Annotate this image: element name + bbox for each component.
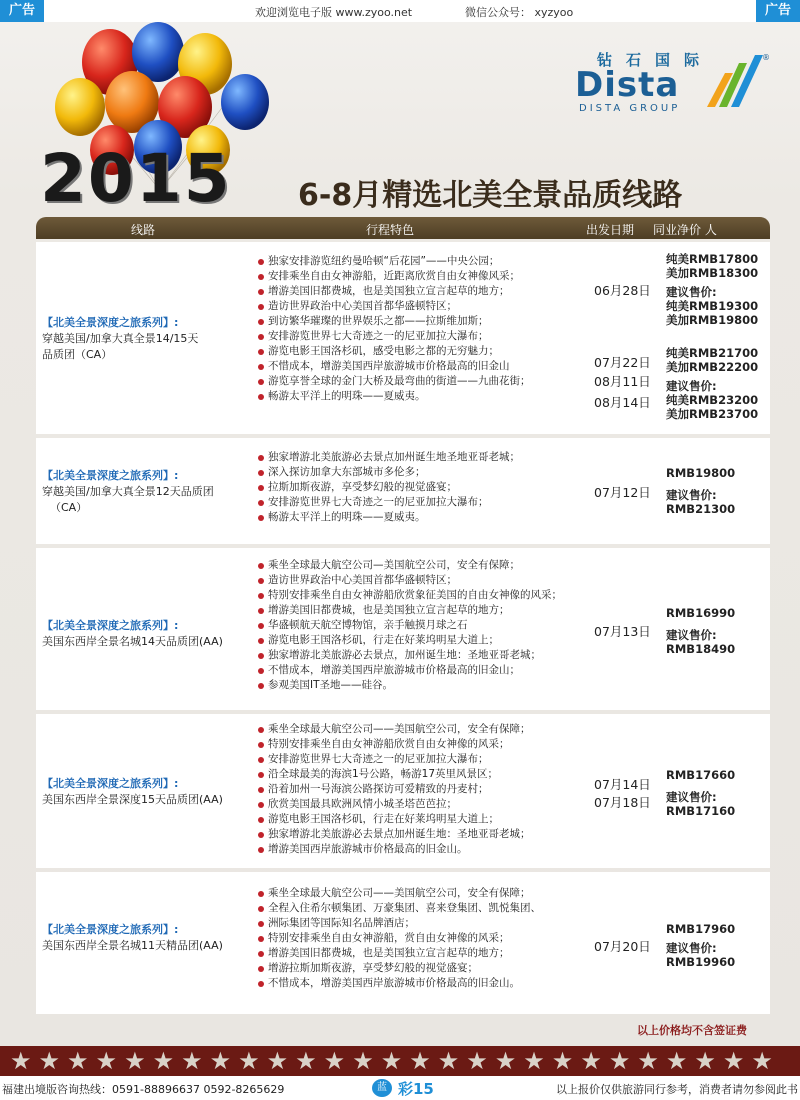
page-number: 彩15 bbox=[398, 1080, 434, 1098]
logo-cn: 钻石国际 bbox=[597, 51, 714, 69]
price-line: RMB21300 bbox=[666, 502, 736, 516]
route-title bbox=[42, 315, 198, 363]
feature-item: 拉斯加斯夜游，享受梦幻般的视觉盛宴； bbox=[258, 480, 520, 495]
price-line: 纯美RMB19300 bbox=[666, 299, 759, 313]
col-price: 同业净价 人 bbox=[653, 223, 717, 237]
series-label: 【北美全景深度之旅系列】: bbox=[42, 316, 179, 329]
departure-date: 07月13日 bbox=[594, 624, 651, 639]
feature-item: 安排游览世界七大奇迹之一的尼亚加拉大瀑布； bbox=[258, 495, 520, 510]
route-title bbox=[42, 922, 223, 954]
page-badge-dot: 蓝 bbox=[372, 1079, 392, 1097]
series-label: 【北美全景深度之旅系列】: bbox=[42, 777, 179, 790]
route-section bbox=[36, 714, 770, 868]
price-line: 建议售价: bbox=[666, 790, 717, 804]
feature-item: 独家增游北美旅游必去景点，加州诞生地：圣地亚哥老城； bbox=[258, 648, 562, 663]
departure-date: 08月14日 bbox=[594, 395, 651, 410]
price-block bbox=[666, 466, 735, 516]
feature-item: 乘坐全球最大航空公司——美国航空公司，安全有保障； bbox=[258, 886, 541, 901]
departure-date: 06月28日 bbox=[594, 283, 651, 298]
series-label: 【北美全景深度之旅系列】: bbox=[42, 469, 179, 482]
price-block bbox=[666, 922, 735, 969]
feature-item: 畅游太平洋上的明珠——夏威夷。 bbox=[258, 510, 520, 525]
feature-item: 华盛顿航天航空博物馆，亲手触摸月球之石 bbox=[258, 618, 562, 633]
disclaimer-text: 以上报价仅供旅游同行参考，消费者请勿参阅此书 bbox=[556, 1083, 798, 1096]
feature-item: 增游美国旧都费城，也是美国独立宣言起草的地方； bbox=[258, 603, 562, 618]
feature-item: 特别安排乘坐自由女神游船欣赏象征美国的自由女神像的风采； bbox=[258, 588, 562, 603]
feature-item: 洲际集团等国际知名品牌酒店； bbox=[258, 916, 541, 931]
title-headline: 6-8月精选北美全景品质线路 bbox=[298, 178, 683, 213]
route-name-line: 美国东西岸全景名城14天品质团(AA) bbox=[42, 635, 223, 648]
star-band: ★★★★★★★★★★★★★★★★★★★★★★★★★★★ bbox=[0, 1046, 800, 1076]
balloon bbox=[55, 78, 105, 136]
series-label: 【北美全景深度之旅系列】: bbox=[42, 619, 179, 632]
dista-logo bbox=[575, 45, 775, 120]
feature-list bbox=[258, 450, 520, 525]
route-title bbox=[42, 776, 223, 808]
hotline-text: 福建出境版咨询热线：0591-88896637 0592-8265629 bbox=[2, 1083, 285, 1096]
route-name-line: 美国东西岸全景名城11天精品团(AA) bbox=[42, 939, 223, 952]
departure-date: 08月11日 bbox=[594, 374, 651, 389]
departure-date: 07月14日 bbox=[594, 777, 651, 792]
feature-item: 不惜成本，增游美国西岸旅游城市价格最高的旧金山； bbox=[258, 663, 562, 678]
route-name-line: 穿越美国/加拿大真全景14/15天 bbox=[42, 332, 199, 345]
title-year: 2015 bbox=[40, 140, 232, 217]
logo-en: Dista bbox=[575, 65, 680, 105]
feature-item: 沿全球最美的海滨1号公路，畅游17英里风景区； bbox=[258, 767, 531, 782]
feature-item: 增游美国旧都费城，也是美国独立宣言起草的地方； bbox=[258, 284, 531, 299]
price-line: RMB19960 bbox=[666, 955, 736, 969]
feature-item: 到访繁华璀璨的世界娱乐之都——拉斯维加斯； bbox=[258, 314, 531, 329]
price-block bbox=[666, 252, 758, 327]
feature-item: 安排乘坐自由女神游船，近距离欣赏自由女神像风采； bbox=[258, 269, 531, 284]
route-section bbox=[36, 548, 770, 710]
feature-item: 欣赏美国最具欧洲风情小城圣塔芭芭拉； bbox=[258, 797, 531, 812]
price-line: 美加RMB19800 bbox=[666, 313, 759, 327]
visa-footnote: 以上价格均不含签证费 bbox=[637, 1024, 747, 1037]
price-block bbox=[666, 606, 735, 656]
bottom-bar bbox=[0, 1076, 800, 1100]
departure-date: 07月20日 bbox=[594, 939, 651, 954]
feature-item: 参观美国IT圣地——硅谷。 bbox=[258, 678, 562, 693]
column-header bbox=[36, 217, 770, 239]
price-line: 纯美RMB23200 bbox=[666, 393, 759, 407]
feature-item: 全程入住希尔顿集团、万豪集团、喜来登集团、凯悦集团、 bbox=[258, 901, 541, 916]
price-line: 建议售价: bbox=[666, 488, 717, 502]
route-name-line: 品质团（CA） bbox=[42, 348, 113, 361]
feature-item: 特别安排乘坐自由女神游船欣赏自由女神像的风采； bbox=[258, 737, 531, 752]
feature-item: 增游美国旧都费城，也是美国独立宣言起草的地方； bbox=[258, 946, 541, 961]
col-route: 线路 bbox=[131, 223, 156, 237]
price-line: RMB18490 bbox=[666, 642, 736, 656]
feature-item: 游览享誉全球的金门大桥及最弯曲的街道——九曲花街； bbox=[258, 374, 531, 389]
price-line: 纯美RMB17800 bbox=[666, 252, 759, 266]
ad-tag-left: 广告 bbox=[0, 0, 44, 22]
feature-item: 安排游览世界七大奇迹之一的尼亚加拉大瀑布； bbox=[258, 329, 531, 344]
feature-item: 畅游太平洋上的明珠——夏威夷。 bbox=[258, 389, 531, 404]
feature-item: 不惜成本，增游美国西岸旅游城市价格最高的旧金山 bbox=[258, 359, 531, 374]
site-text: 欢迎浏览电子版 www.zyoo.net bbox=[255, 6, 413, 19]
feature-item: 游览电影王国洛杉矶，感受电影之都的无穷魅力； bbox=[258, 344, 531, 359]
route-section bbox=[36, 242, 770, 434]
feature-item: 特别安排乘坐自由女神游船，赏自由女神像的风采； bbox=[258, 931, 541, 946]
ad-tag-right: 广告 bbox=[756, 0, 800, 22]
feature-item: 独家增游北美旅游必去景点加州诞生地：圣地亚哥老城； bbox=[258, 827, 531, 842]
price-line: 建议售价: bbox=[666, 379, 717, 393]
price-block bbox=[666, 346, 758, 421]
price-line: RMB16990 bbox=[666, 606, 736, 620]
feature-item: 乘坐全球最大航空公司——美国航空公司，安全有保障； bbox=[258, 722, 531, 737]
wechat-text: 微信公众号： xyzyoo bbox=[465, 6, 574, 19]
logo-reg: ® bbox=[762, 53, 770, 62]
feature-list bbox=[258, 254, 531, 404]
feature-list bbox=[258, 886, 541, 991]
price-line: RMB17660 bbox=[666, 768, 736, 782]
route-section bbox=[36, 872, 770, 1014]
feature-item: 深入探访加拿大东部城市多伦多； bbox=[258, 465, 520, 480]
price-block bbox=[666, 768, 735, 818]
feature-item: 安排游览世界七大奇迹之一的尼亚加拉大瀑布； bbox=[258, 752, 531, 767]
price-line: 美加RMB22200 bbox=[666, 360, 759, 374]
price-line: RMB17960 bbox=[666, 922, 736, 936]
feature-item: 不惜成本，增游美国西岸旅游城市价格最高的旧金山。 bbox=[258, 976, 541, 991]
top-bar bbox=[0, 0, 800, 22]
price-line: RMB19800 bbox=[666, 466, 736, 480]
feature-item: 造访世界政治中心美国首都华盛顿特区； bbox=[258, 299, 531, 314]
route-section bbox=[36, 438, 770, 544]
feature-item: 沿着加州一号海滨公路探访可爱精致的丹麦村； bbox=[258, 782, 531, 797]
price-line: 建议售价: bbox=[666, 628, 717, 642]
feature-item: 乘坐全球最大航空公司—美国航空公司，安全有保障； bbox=[258, 558, 562, 573]
series-label: 【北美全景深度之旅系列】: bbox=[42, 923, 179, 936]
route-name-line: 美国东西岸全景深度15天品质团(AA) bbox=[42, 793, 223, 806]
route-title bbox=[42, 618, 223, 650]
departure-date: 07月12日 bbox=[594, 485, 651, 500]
price-line: 建议售价: bbox=[666, 941, 717, 955]
route-title bbox=[42, 468, 214, 516]
price-line: 美加RMB18300 bbox=[666, 266, 759, 280]
feature-item: 游览电影王国洛杉矶，行走在好莱坞明星大道上； bbox=[258, 812, 531, 827]
logo-group: DISTA GROUP bbox=[579, 103, 681, 114]
logo-stripes-icon bbox=[703, 53, 763, 109]
feature-item: 增游美国西岸旅游城市价格最高的旧金山。 bbox=[258, 842, 531, 857]
departure-date: 07月18日 bbox=[594, 795, 651, 810]
price-line: RMB17160 bbox=[666, 804, 736, 818]
price-line: 纯美RMB21700 bbox=[666, 346, 759, 360]
col-date: 出发日期 bbox=[586, 223, 635, 237]
feature-item: 造访世界政治中心美国首都华盛顿特区； bbox=[258, 573, 562, 588]
feature-item: 增游拉斯加斯夜游，享受梦幻般的视觉盛宴； bbox=[258, 961, 541, 976]
feature-list bbox=[258, 722, 531, 857]
price-line: 美加RMB23700 bbox=[666, 407, 759, 421]
price-line: 建议售价: bbox=[666, 285, 717, 299]
route-name-line: （CA） bbox=[50, 501, 88, 514]
col-features: 行程特色 bbox=[366, 223, 415, 237]
feature-item: 游览电影王国洛杉矶，行走在好莱坞明星大道上； bbox=[258, 633, 562, 648]
page-badge bbox=[372, 1078, 452, 1098]
route-name-line: 穿越美国/加拿大真全景12天品质团 bbox=[42, 485, 214, 498]
feature-list bbox=[258, 558, 562, 693]
feature-item: 独家增游北美旅游必去景点加州诞生地圣地亚哥老城； bbox=[258, 450, 520, 465]
balloon bbox=[221, 74, 269, 130]
feature-item: 独家安排游览纽约曼哈顿“后花园”——中央公园； bbox=[258, 254, 531, 269]
departure-date: 07月22日 bbox=[594, 355, 651, 370]
